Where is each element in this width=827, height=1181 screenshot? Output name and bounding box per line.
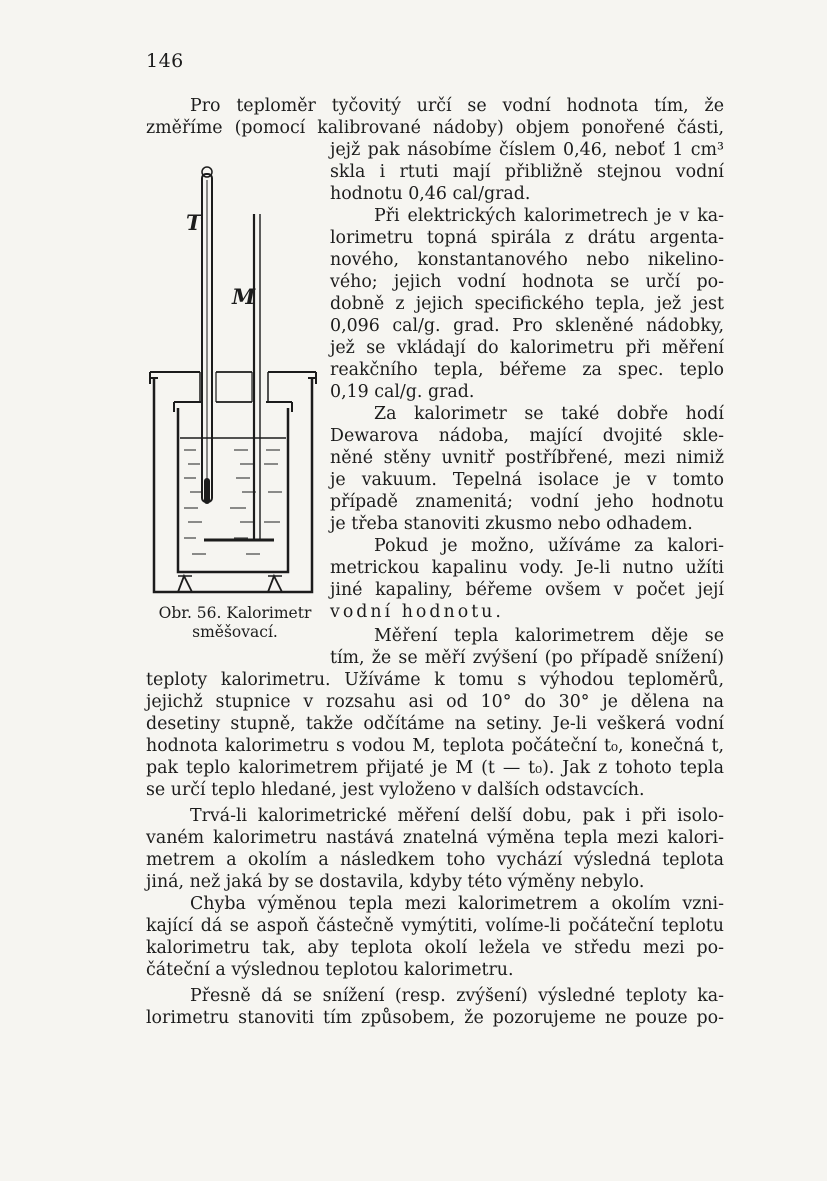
text-line: Pro teploměr tyčovitý určí se vodní hodnota tím, že — [190, 96, 724, 116]
figure-caption-line2: směšovací. — [192, 623, 278, 641]
text-line: 0,096 cal/g. grad. Pro skleněné nádobky, — [330, 316, 724, 336]
calorimeter-figure — [140, 160, 326, 610]
text-line: 0,19 cal/g. grad. — [330, 382, 475, 402]
text-line: hodnota kalorimetru s vodou M, teplota počáteční t₀, konečná t, — [146, 736, 724, 756]
text-line: metrickou kapalinu vody. Je-li nutno užíti — [330, 558, 724, 578]
text-line: změříme (pomocí kalibrované nádoby) objem ponořené části, — [146, 118, 724, 138]
text-line: lorimetru stanoviti tím způsobem, že pozorujeme ne pouze po- — [146, 1008, 724, 1028]
text-line: jejichž stupnice v rozsahu asi od 10° do 30° je dělena na — [146, 692, 724, 712]
text-line: teploty kalorimetru. Užíváme k tomu s výhodou teploměrů, — [146, 670, 724, 690]
text-line: Pokud je možno, užíváme za kalori- — [374, 536, 724, 556]
text-line: případě znamenitá; vodní jeho hodnotu — [330, 492, 724, 512]
text-line: je vakuum. Tepelná isolace je v tomto — [330, 470, 724, 490]
calorimeter-drawing — [140, 160, 326, 610]
text-line: něné stěny uvnitř postříbřené, mezi nimiž — [330, 448, 724, 468]
text-line: Dewarova nádoba, mající dvojité skle- — [330, 426, 724, 446]
text-line: kající dá se aspoň částečně vymýtiti, volíme-li počáteční teplotu — [146, 916, 724, 936]
figure-caption-line1: Obr. 56. Kalorimetr — [158, 604, 312, 622]
text-line: vaném kalorimetru nastává znatelná výměna tepla mezi kalori- — [146, 828, 724, 848]
text-line: Měření tepla kalorimetrem děje se — [374, 626, 724, 646]
text-line: vého; jejich vodní hodnota se určí po- — [330, 272, 724, 292]
text-line: jiná, než jaká by se dostavila, kdyby této výměny nebylo. — [146, 872, 645, 892]
text-line: se určí teplo hledané, jest vyloženo v dalších odstavcích. — [146, 780, 645, 800]
text-line: vodní hodnotu. — [330, 602, 504, 622]
text-line: nového, konstantanového nebo nikelino- — [330, 250, 724, 270]
text-line: Chyba výměnou tepla mezi kalorimetrem a okolím vzni- — [190, 894, 724, 914]
text-line: hodnotu 0,46 cal/grad. — [330, 184, 531, 204]
text-line: jejž pak násobíme číslem 0,46, neboť 1 cm³ — [330, 140, 724, 160]
text-line: skla i rtuti mají přibližně stejnou vodní — [330, 162, 724, 182]
text-line: Trvá-li kalorimetrické měření delší dobu, pak i při isolo- — [190, 806, 724, 826]
text-line: kalorimetru tak, aby teplota okolí ležela ve středu mezi po- — [146, 938, 724, 958]
text-line: dobně z jejich specifického tepla, jež jest — [330, 294, 724, 314]
label-stirrer: M — [232, 284, 256, 309]
text-line: reakčního tepla, béřeme za spec. teplo — [330, 360, 724, 380]
text-line: pak teplo kalorimetrem přijaté je M (t — t₀). Jak z tohoto tepla — [146, 758, 724, 778]
text-line: čáteční a výslednou teplotou kalorimetru. — [146, 960, 514, 980]
text-line: jiné kapaliny, béřeme ovšem v počet její — [330, 580, 724, 600]
label-thermometer: T — [186, 210, 202, 235]
text-line: lorimetru topná spirála z drátu argenta- — [330, 228, 724, 248]
text-line: Při elektrických kalorimetrech je v ka- — [374, 206, 724, 226]
text-line: jež se vkládají do kalorimetru při měření — [330, 338, 724, 358]
text-line: metrem a okolím a následkem toho vychází výsledná teplota — [146, 850, 724, 870]
text-line: desetiny stupně, takže odčítáme na setiny. Je-li veškerá vodní — [146, 714, 724, 734]
text-line: tím, že se měří zvýšení (po případě snížení) — [330, 648, 724, 668]
page-number: 146 — [146, 50, 184, 72]
text-line: je třeba stanoviti zkusmo nebo odhadem. — [330, 514, 693, 534]
text-line: Přesně dá se snížení (resp. zvýšení) výsledné teploty ka- — [190, 986, 724, 1006]
text-line: Za kalorimetr se také dobře hodí — [374, 404, 724, 424]
